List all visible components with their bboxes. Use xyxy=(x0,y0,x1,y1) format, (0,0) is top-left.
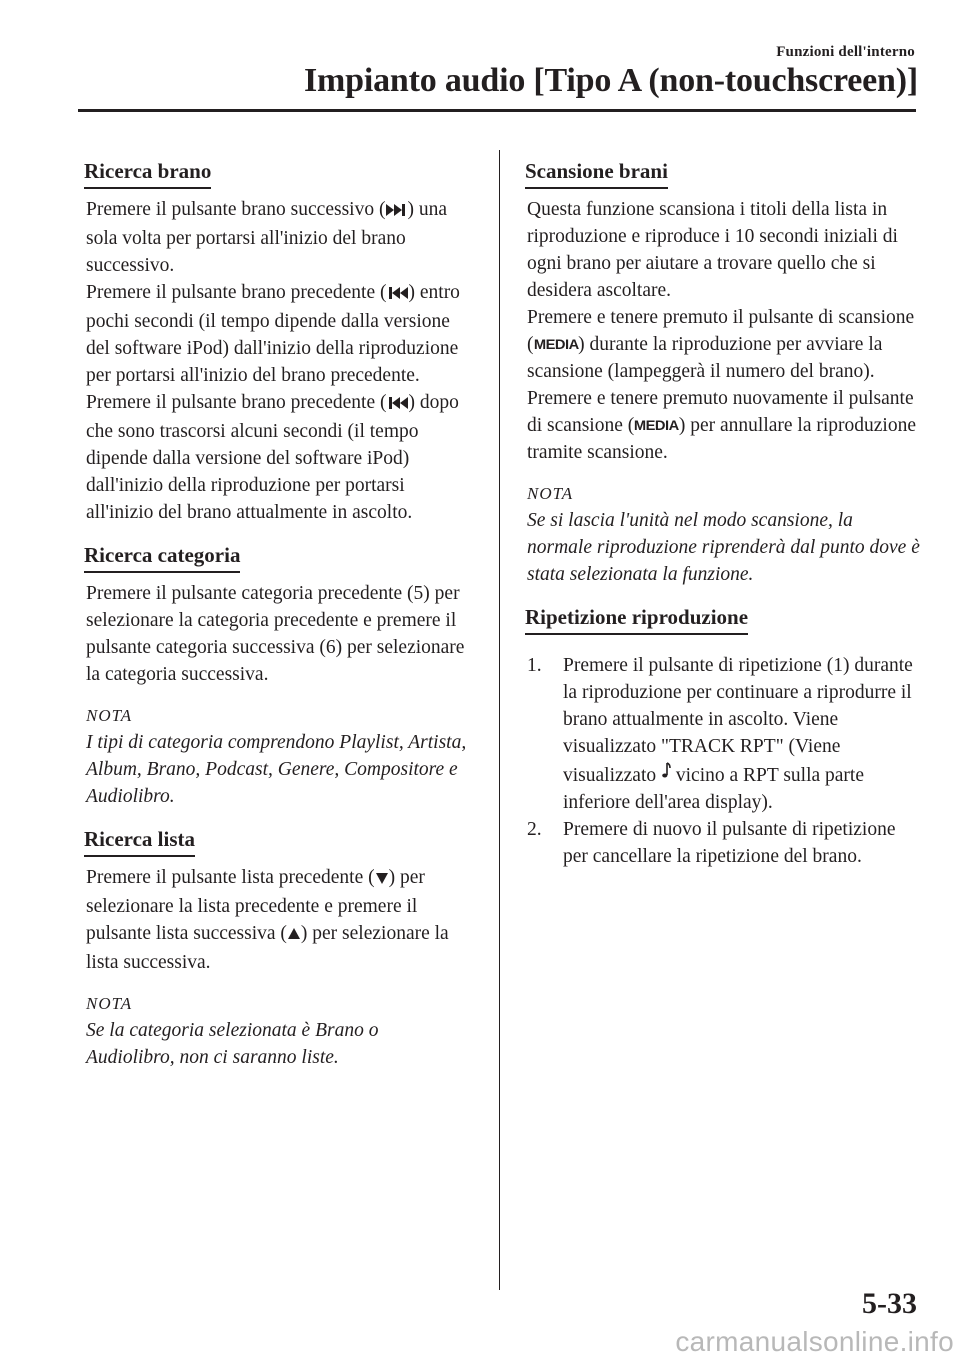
text: ) dopo che sono trascorsi alcuni secondi (il tempo dipende dalla versione del software iPod) dall'inizio della riproduzione per portarsi all'inizio del brano attualmente in ascolto. xyxy=(86,392,459,523)
media-button-icon: MEDIA xyxy=(634,417,679,433)
section-ricerca-lista xyxy=(86,824,468,864)
paragraph: Premere il pulsante categoria precedente (5) per selezionare la categoria precedente e premere il pulsante categoria successiva (6) per selezionare la categoria successiva. xyxy=(86,583,465,685)
previous-track-icon xyxy=(387,391,409,418)
page-number: 5-33 xyxy=(862,1287,917,1320)
note-text: I tipi di categoria comprendono Playlist, Artista, Album, Brano, Podcast, Genere, Compositore e Audiolibro. xyxy=(86,732,467,807)
note-text: Se la categoria selezionata è Brano o Audiolibro, non ci saranno liste. xyxy=(86,1020,379,1068)
section-heading: Ricerca categoria xyxy=(84,540,240,573)
paragraph xyxy=(86,864,468,976)
left-column xyxy=(86,156,468,1071)
note-label: NOTA xyxy=(86,994,133,1013)
header-rule xyxy=(78,109,916,112)
music-note-icon xyxy=(661,760,671,787)
text: ) durante la riproduzione per avviare la scansione (lampeggerà il numero del brano). Premere e tenere premuto nuovamente il pulsante di scansione ( xyxy=(527,334,914,436)
section-scansione-brani xyxy=(527,156,922,196)
section-heading: Ricerca brano xyxy=(84,156,211,189)
note-label: NOTA xyxy=(527,484,574,503)
list-item xyxy=(527,652,922,816)
text: Premere il pulsante brano successivo ( xyxy=(86,199,386,220)
watermark: carmanualsonline.info xyxy=(675,1326,954,1357)
text: Premere il pulsante brano precedente ( xyxy=(86,282,387,303)
text: Premere il pulsante brano precedente ( xyxy=(86,392,387,413)
text: vicino a RPT sulla parte inferiore dell'area display). xyxy=(563,765,864,813)
step-number: 1. xyxy=(527,655,542,676)
running-section-label: Funzioni dell'interno xyxy=(776,44,915,60)
text: Premere e tenere premuto il pulsante di scansione ( xyxy=(527,307,915,355)
text: Premere di nuovo il pulsante di ripetizione per cancellare la ripetizione del brano. xyxy=(563,819,896,867)
text: Premere il pulsante lista precedente ( xyxy=(86,867,375,888)
text: Premere il pulsante di ripetizione (1) durante la riproduzione per continuare a riprodurre il brano attualmente in ascolto. Viene visualizzato "TRACK RPT" (Viene visualizzato xyxy=(563,655,913,786)
text: ) per annullare la riproduzione tramite scansione. xyxy=(527,415,917,463)
section-ripetizione xyxy=(527,602,922,642)
section-heading: Ripetizione riproduzione xyxy=(525,602,748,635)
paragraph xyxy=(527,304,922,466)
text: ) entro pochi secondi (il tempo dipende dalla versione del software iPod) dall'inizio della riproduzione per portarsi all'inizio del brano precedente. xyxy=(86,282,460,386)
step-number: 2. xyxy=(527,819,542,840)
note-text: Se si lascia l'unità nel modo scansione, la normale riproduzione riprenderà dal punto dove è stata selezionata la funzione. xyxy=(527,510,920,585)
text: ) una sola volta per portarsi all'inizio del brano successivo. xyxy=(86,199,447,276)
list-item xyxy=(527,816,922,870)
text: ) per selezionare la lista precedente e premere il pulsante lista successiva ( xyxy=(86,867,425,944)
section-ricerca-categoria xyxy=(86,540,468,580)
paragraph xyxy=(86,279,468,389)
section-ricerca-brano xyxy=(86,156,468,196)
up-triangle-icon xyxy=(287,922,301,949)
previous-track-icon xyxy=(387,281,409,308)
note-label: NOTA xyxy=(86,706,133,725)
media-button-icon: MEDIA xyxy=(533,336,579,352)
column-divider xyxy=(499,150,500,1290)
section-heading: Ricerca lista xyxy=(84,824,195,857)
down-triangle-icon xyxy=(375,866,389,893)
paragraph: Questa funzione scansiona i titoli della lista in riproduzione e riproduce i 10 secondi iniziali di ogni brano per aiutare a trovare quello che si desidera ascoltare. xyxy=(527,199,898,301)
right-column xyxy=(527,156,922,870)
next-track-icon xyxy=(385,198,407,225)
section-heading: Scansione brani xyxy=(525,156,668,189)
paragraph xyxy=(86,389,468,526)
paragraph xyxy=(86,196,468,279)
steps-list xyxy=(527,652,922,870)
page-title: Impianto audio [Tipo A (non-touchscreen)] xyxy=(304,62,918,99)
text: ) per selezionare la lista successiva. xyxy=(86,923,449,973)
